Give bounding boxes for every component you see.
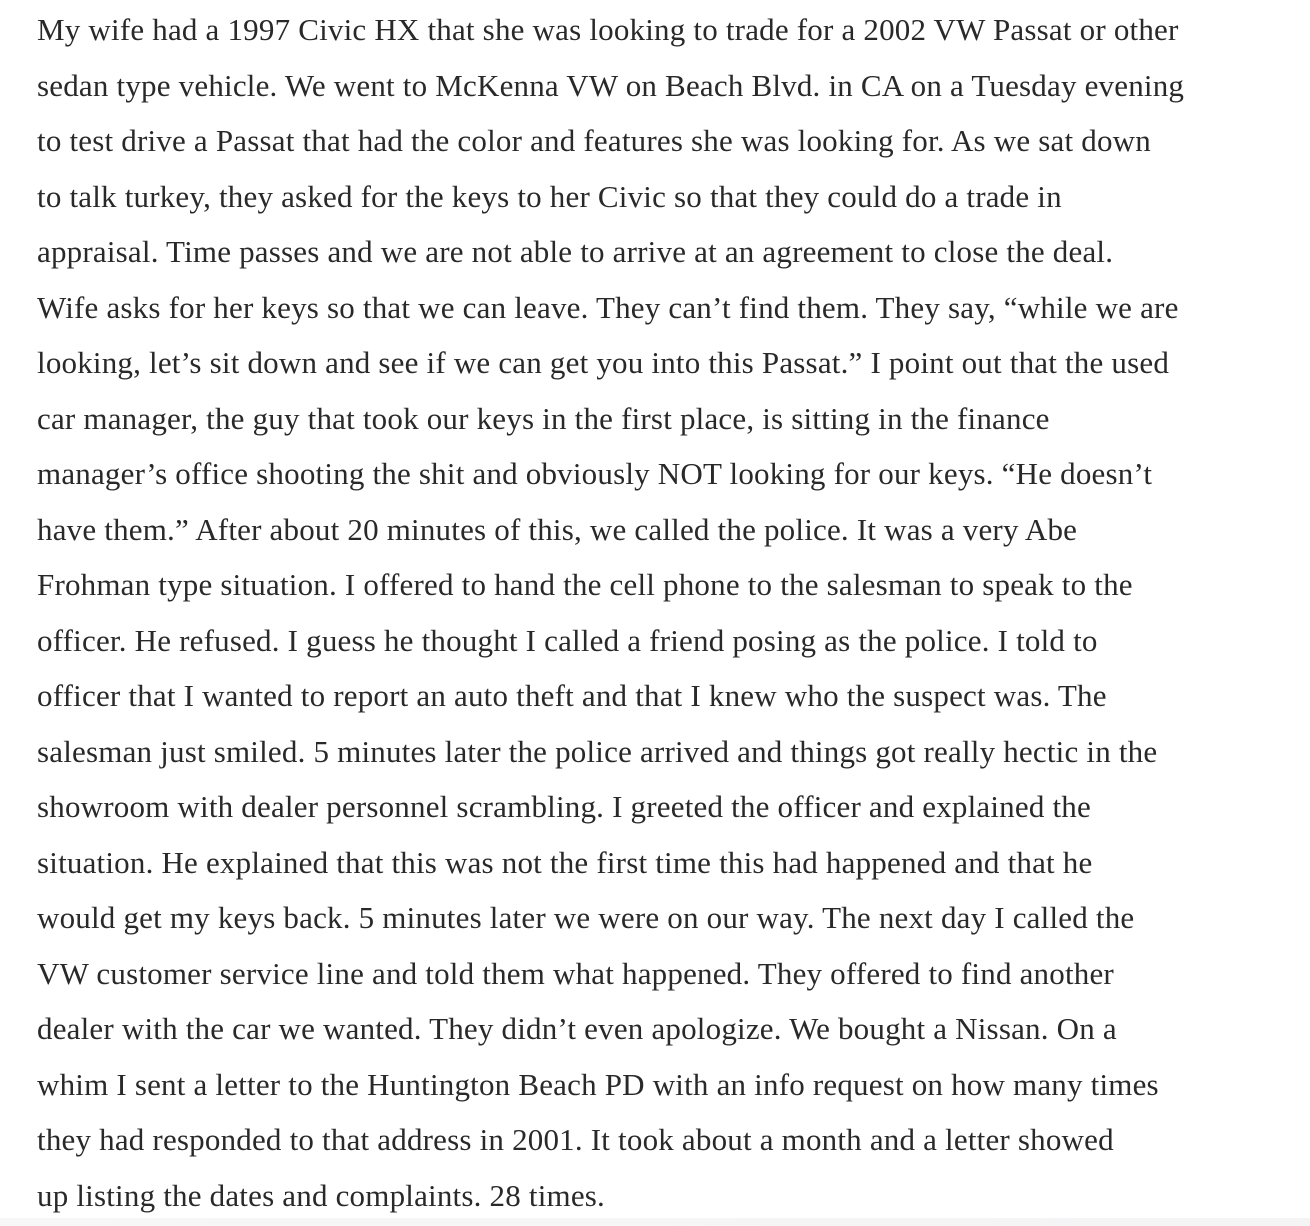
text-line: situation. He explained that this was not the first time this had happened and that he [37, 844, 1093, 880]
text-line: whim I sent a letter to the Huntington Beach PD with an info request on how many times [37, 1066, 1159, 1102]
text-line: dealer with the car we wanted. They didn’t even apologize. We bought a Nissan. On a [37, 1011, 1117, 1046]
text-line: appraisal. Time passes and we are not able to arrive at an agreement to close the deal. [37, 234, 1114, 269]
text-line: to talk turkey, they asked for the keys to her Civic so that they could do a trade in [37, 178, 1062, 214]
text-line: to test drive a Passat that had the color and features she was looking for. As we sat down [37, 123, 1151, 158]
text-line: manager’s office shooting the shit and obviously NOT looking for our keys. “He doesn’t [37, 456, 1153, 491]
text-line: Wife asks for her keys so that we can leave. They can’t find them. They say, “while we are [37, 289, 1179, 325]
text-line: sedan type vehicle. We went to McKenna VW on Beach Blvd. in CA on a Tuesday evening [37, 67, 1185, 103]
text-line: Frohman type situation. I offered to hand the cell phone to the salesman to speak to the [37, 567, 1133, 602]
text-line: up listing the dates and complaints. 28 times. [37, 1177, 605, 1213]
story-paragraph [37, 2, 1290, 1223]
text-line: looking, let’s sit down and see if we can get you into this Passat.” I point out that the used [37, 345, 1170, 380]
text-line: car manager, the guy that took our keys in the first place, is sitting in the finance [37, 400, 1050, 436]
text-line: officer that I wanted to report an auto theft and that I knew who the suspect was. The [37, 678, 1107, 713]
text-line: My wife had a 1997 Civic HX that she was looking to trade for a 2002 VW Passat or other [37, 12, 1179, 47]
text-line: officer. He refused. I guess he thought I called a friend posing as the police. I told to [37, 622, 1098, 658]
text-line: showroom with dealer personnel scrambling. I greeted the officer and explained the [37, 789, 1091, 824]
text-line: they had responded to that address in 2001. It took about a month and a letter showed [37, 1122, 1114, 1157]
text-line: VW customer service line and told them what happened. They offered to find another [37, 955, 1114, 991]
text-line: would get my keys back. 5 minutes later we were on our way. The next day I called the [37, 900, 1135, 935]
text-line: have them.” After about 20 minutes of this, we called the police. It was a very Abe [37, 511, 1078, 547]
text-line: salesman just smiled. 5 minutes later the police arrived and things got really hectic in the [37, 733, 1158, 769]
